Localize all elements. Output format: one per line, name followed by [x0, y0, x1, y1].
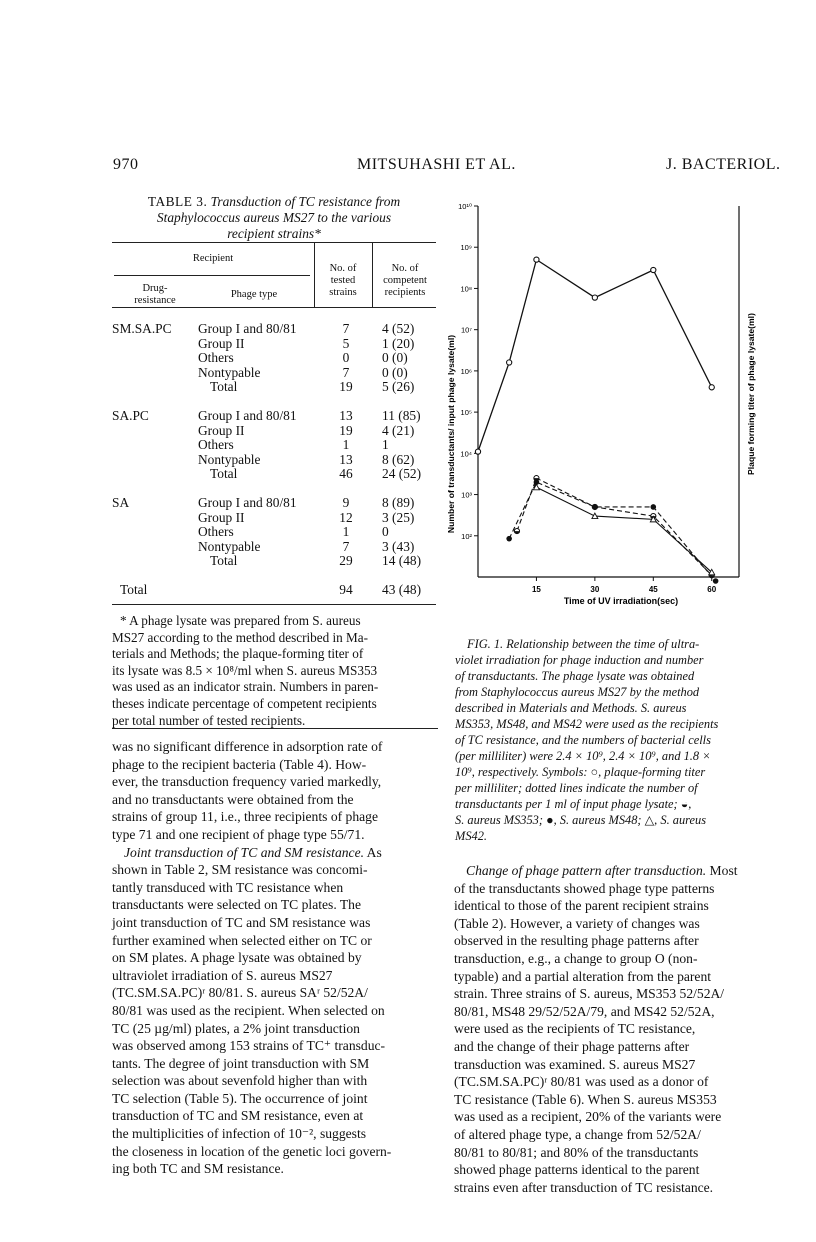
table-row: [112, 525, 436, 540]
text-line: shown in Table 2, SM resistance was concomi-: [112, 862, 368, 878]
competent-cell: 1 (20): [382, 335, 415, 351]
header-tested-line: tested: [330, 275, 356, 286]
text-line: showed phage patterns identical to the parent: [454, 1162, 700, 1178]
tested-cell: 7: [342, 364, 350, 380]
y-right-axis-label: Plaque forming titer of phage lysate(ml): [746, 313, 756, 475]
caption-line: 10⁹, respectively. Symbols: ○, plaque-forming titer: [455, 765, 706, 779]
footnote-line: its lysate was 8.5 × 10⁸/ml when S. aureus MS353: [112, 662, 378, 678]
caption-line: violet irradiation for phage induction and number: [455, 653, 704, 667]
table-row: [112, 554, 436, 569]
header-competent-line: competent: [383, 275, 427, 286]
text-line: TC selection (Table 5). The occurrence of joint: [112, 1090, 368, 1106]
text-line: was no significant difference in adsorption rate of: [112, 739, 383, 754]
caption-line: FIG. 1. Relationship between the time of ultra-: [467, 637, 700, 651]
phage-cell: Group I and 80/81: [198, 494, 297, 510]
phage-cell: Nontypable: [198, 538, 261, 554]
header-competent-recipients: [374, 263, 436, 299]
left-column-text: [112, 738, 438, 1178]
drug-cell: SA: [112, 494, 130, 510]
tested-cell: 29: [339, 553, 353, 569]
data-point-filled-circle: [650, 504, 656, 510]
page-number: 970: [113, 156, 139, 173]
text-line: ever, the transduction frequency varied markedly,: [112, 774, 382, 790]
y-left-axis-label: Number of transductants/ input phage lysate(ml): [446, 334, 456, 534]
y-tick-label: 10⁵: [460, 408, 472, 418]
y-tick-label: 10¹⁰: [458, 202, 472, 211]
tested-cell: 12: [339, 509, 353, 525]
table3-header: [112, 243, 436, 308]
tested-cell: 1: [342, 437, 350, 453]
data-point-filled-circle: [713, 578, 719, 584]
phage-cell: Group I and 80/81: [198, 407, 297, 423]
header-drug-line: resistance: [134, 295, 176, 306]
competent-cell: 4 (52): [382, 321, 415, 336]
text-line: identical to those of the parent recipient strains: [454, 898, 709, 914]
text-line: transduction of TC and SM resistance, even at: [112, 1108, 364, 1124]
joint-heading: Joint transduction of TC and SM resistance.: [124, 844, 365, 860]
footnote-line: terials and Methods; the plaque-forming titer of: [112, 646, 364, 662]
competent-cell: 1: [382, 437, 389, 453]
figure-1: [436, 194, 776, 618]
journal-name: J. BACTERIOL.: [666, 156, 781, 173]
text-line: 80/81 was used as the recipient. When selected on: [112, 1002, 385, 1018]
table-row: [112, 511, 436, 526]
table3-title-line: Staphylococcus aureus MS27 to the various: [156, 210, 392, 225]
caption-line: (per milliliter) were 2.4 × 10⁹, 2.4 × 10⁹, and 1.8 ×: [455, 749, 711, 763]
data-point-open-circle: [507, 360, 512, 365]
phage-cell: Nontypable: [198, 451, 261, 467]
section-heading-line: [112, 844, 438, 862]
y-tick-label: 10²: [461, 531, 472, 541]
data-point-filled-circle: [506, 536, 512, 542]
y-tick-label: 10⁸: [460, 284, 472, 294]
data-point-filled-circle: [592, 504, 598, 510]
competent-cell: 3 (43): [382, 538, 415, 554]
header-tested-strains: [316, 263, 370, 299]
text-line: 80/81, MS48 29/52/52A/79, and MS42 52/52A,: [454, 1003, 715, 1019]
table3-title: [112, 194, 436, 242]
competent-cell: 0 (0): [382, 350, 408, 366]
text-line: type 71 and one recipient of phage type 55/71.: [112, 826, 365, 842]
table-row: [112, 540, 436, 555]
text-line: tantly transduced with TC resistance when: [112, 879, 344, 895]
table-row: [112, 496, 436, 511]
text-line: and no transductants were obtained from the: [112, 791, 354, 807]
text-line: TC resistance (Table 6). When S. aureus MS353: [454, 1091, 717, 1107]
competent-cell: 11 (85): [382, 407, 421, 423]
text-line: transductants were selected on TC plates. The: [112, 897, 362, 913]
header-competent-line: No. of: [391, 263, 419, 274]
footnote-line: was used as an indicator strain. Numbers in paren-: [112, 679, 379, 695]
header-recipient: Recipient: [192, 253, 234, 264]
text-line: ultraviolet irradiation of S. aureus MS27: [112, 967, 333, 983]
table-row: [112, 351, 436, 366]
phage-cell: Others: [198, 350, 234, 366]
x-tick-label: 60: [707, 585, 717, 594]
text-line: ing both TC and SM resistance.: [112, 1161, 284, 1177]
data-point-open-circle: [709, 385, 714, 390]
caption-line: of TC resistance, and the numbers of bacterial cells: [455, 733, 711, 747]
text-line: (TC.SM.SA.PC)ʳ 80/81 was used as a donor of: [454, 1074, 709, 1090]
phage-cell: Nontypable: [198, 364, 261, 380]
table3-title-line: recipient strains*: [227, 226, 321, 241]
text-line: 80/81 to 80/81; and 80% of the transductants: [454, 1144, 699, 1160]
caption-line: transductants per 1 ml of input phage lysate; ◒,: [455, 797, 692, 811]
header-tested-line: No. of: [329, 263, 357, 274]
text-line: of altered phage type, a change from 52/52A/: [454, 1126, 701, 1142]
table-row: [112, 438, 436, 453]
tested-cell: 19: [339, 379, 353, 395]
table-row-grand-total: [112, 583, 436, 598]
text-line: typable) and a partial alteration from the parent: [454, 968, 712, 984]
series-line: [536, 487, 711, 572]
tested-cell: 19: [339, 422, 353, 438]
grand-total-label: Total: [120, 581, 148, 597]
data-point-open-circle: [534, 257, 539, 262]
phage-cell: Group II: [198, 509, 245, 525]
table-row: [112, 366, 436, 381]
competent-cell: 0 (0): [382, 364, 408, 380]
text-line: the multiplicities of infection of 10⁻², suggests: [112, 1126, 367, 1142]
caption-line: S. aureus MS353; ●, S. aureus MS48; △, S. aureus: [455, 813, 707, 827]
text-line: (TC.SM.SA.PC)ʳ 80/81. S. aureus SAʳ 52/52A/: [112, 985, 368, 1001]
footnote-line: theses indicate percentage of competent recipients: [112, 695, 377, 711]
phage-cell: Total: [210, 553, 238, 569]
phage-cell: Group II: [198, 335, 245, 351]
tested-cell: 7: [342, 538, 350, 554]
header-tested-line: strains: [329, 287, 357, 298]
text-line: on SM plates. A phage lysate was obtained by: [112, 950, 362, 966]
text-line: further examined when selected either on TC or: [112, 932, 372, 948]
table-row: [112, 467, 436, 482]
right-column-text: [454, 862, 762, 1196]
table-row: [112, 424, 436, 439]
caption-line: of transductants. The phage lysate was obtained: [455, 669, 695, 683]
table-row: [112, 409, 436, 424]
caption-line: MS42.: [455, 829, 488, 843]
text-line: was used as a recipient, 20% of the variants were: [454, 1109, 722, 1125]
tested-cell: 13: [339, 407, 353, 423]
competent-cell: 5 (26): [382, 379, 415, 395]
text-line: Most: [706, 863, 738, 878]
y-tick-label: 10⁷: [460, 325, 472, 335]
drug-cell: SM.SA.PC: [112, 321, 172, 336]
text-line: joint transduction of TC and SM resistance was: [112, 914, 371, 930]
x-tick-label: 45: [648, 585, 658, 594]
table3-title-line: Transduction of TC resistance from: [210, 194, 401, 209]
text-line: tants. The degree of joint transduction with SM: [112, 1055, 370, 1071]
data-point-open-circle: [592, 295, 597, 300]
data-point-open-circle: [651, 267, 656, 272]
text-line: phage to the recipient bacteria (Table 4). How-: [112, 756, 367, 772]
phage-cell: Total: [210, 466, 238, 482]
x-tick-label: 15: [531, 585, 541, 594]
tested-cell: 7: [342, 321, 350, 336]
text-line: transduction was examined. S. aureus MS27: [454, 1056, 696, 1072]
table3-footnote: [112, 613, 438, 729]
tested-cell: 1: [342, 524, 350, 540]
caption-line: described in Materials and Methods. S. aureus: [455, 701, 687, 715]
competent-cell: 14 (48): [382, 553, 422, 569]
phage-cell: Group II: [198, 422, 245, 438]
text-line: strains of group 11, i.e., three recipients of phage: [112, 809, 379, 825]
competent-cell: 4 (21): [382, 422, 415, 438]
series-line: [517, 478, 712, 575]
text-line: TC (25 µg/ml) plates, a 2% joint transduction: [112, 1020, 360, 1036]
table3-label: TABLE 3.: [147, 194, 208, 209]
competent-cell: 8 (62): [382, 451, 415, 467]
tested-cell: 0: [342, 350, 350, 366]
competent-cell: 43 (48): [382, 581, 422, 597]
y-tick-label: 10⁹: [460, 243, 472, 253]
competent-cell: 3 (25): [382, 509, 415, 525]
competent-cell: 0: [382, 524, 389, 540]
header-drug-resistance: [112, 283, 198, 307]
text-line: strains even after transduction of TC resistance.: [454, 1179, 714, 1195]
y-tick-label: 10⁴: [460, 449, 472, 459]
x-axis-label: Time of UV irradiation(sec): [563, 596, 679, 606]
phage-cell: Others: [198, 437, 234, 453]
text-line: the closeness in location of the genetic loci govern-: [112, 1143, 392, 1159]
series-line: [509, 482, 715, 581]
text-line: and the change of their phage patterns after: [454, 1038, 690, 1054]
series-line: [478, 260, 712, 452]
drug-cell: SA.PC: [112, 407, 149, 423]
phage-cell: Total: [210, 379, 238, 395]
tested-cell: 46: [339, 466, 353, 482]
footnote-line: * A phage lysate was prepared from S. aureus: [120, 613, 361, 628]
header-phage-type: Phage type: [230, 289, 278, 300]
header-competent-line: recipients: [384, 287, 426, 298]
phage-cell: Group I and 80/81: [198, 321, 297, 336]
caption-line: per milliliter; dotted lines indicate the number of: [455, 781, 698, 795]
figure-1-chart: [436, 194, 776, 618]
footnote-line: MS27 according to the method described in Ma-: [112, 629, 368, 645]
tested-cell: 94: [339, 581, 353, 597]
table3-body: [112, 322, 436, 598]
header-drug-line: Drug-: [142, 283, 168, 294]
table-row: [112, 453, 436, 468]
section-heading-line: [454, 862, 762, 880]
tested-cell: 9: [342, 494, 350, 510]
change-heading: Change of phage pattern after transduction.: [466, 863, 707, 878]
running-authors: MITSUHASHI ET AL.: [357, 156, 516, 173]
figure-1-caption: [455, 636, 761, 844]
y-tick-label: 10³: [461, 490, 472, 500]
x-tick-label: 30: [590, 585, 600, 594]
table-row: [112, 322, 436, 337]
text-line: was observed among 153 strains of TC⁺ transduc-: [112, 1038, 386, 1054]
text-line: of the transductants showed phage type patterns: [454, 880, 715, 896]
phage-cell: Others: [198, 524, 234, 540]
tested-cell: 5: [342, 335, 350, 351]
text-line: selection was about sevenfold higher than with: [112, 1073, 368, 1089]
competent-cell: 24 (52): [382, 466, 422, 482]
text-line: observed in the resulting phage patterns after: [454, 933, 699, 949]
table-row: [112, 337, 436, 352]
caption-line: MS353, MS48, and MS42 were used as the recipients: [455, 717, 719, 731]
text-line: (Table 2). However, a variety of changes was: [454, 915, 700, 931]
table-row: [112, 380, 436, 395]
tested-cell: 13: [339, 451, 353, 467]
competent-cell: 8 (89): [382, 494, 415, 510]
y-tick-label: 10⁶: [460, 366, 472, 376]
text-line: transduction, e.g., a change to group O (non-: [454, 950, 698, 966]
table3: [112, 242, 436, 605]
text-line: strain. Three strains of S. aureus, MS353 52/52A/: [454, 986, 725, 1002]
footnote-rule: [112, 728, 438, 729]
text-line: were used as the recipients of TC resistance,: [454, 1021, 696, 1037]
text-line: As: [364, 844, 382, 860]
caption-line: from Staphylococcus aureus MS27 by the method: [455, 685, 700, 699]
footnote-line: per total number of tested recipients.: [112, 712, 306, 728]
data-point-open-circle: [475, 449, 480, 454]
